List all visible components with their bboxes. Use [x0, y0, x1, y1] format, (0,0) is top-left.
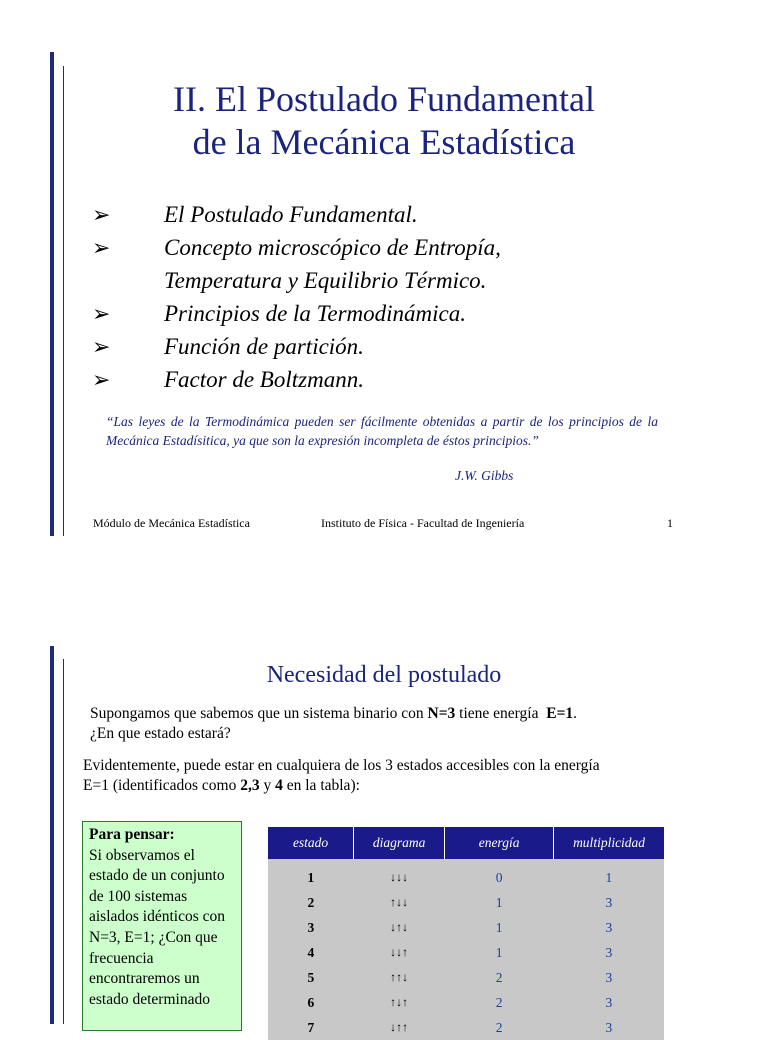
cell-estado: 7 — [268, 1015, 354, 1040]
paragraph-question-line2: ¿En que estado estará? — [90, 725, 231, 742]
cell-energia: 0 — [445, 859, 554, 890]
bullet-item — [92, 297, 692, 330]
bullet-text: Principios de la Termodinámica. — [164, 301, 466, 326]
table-row — [268, 965, 664, 990]
slide1-title-line1: II. El Postulado Fundamental — [173, 79, 595, 119]
header-estado: estado — [268, 827, 354, 859]
states-table — [268, 827, 664, 1040]
bullet-item — [92, 198, 692, 231]
bullet-text: Concepto microscópico de Entropía, — [164, 235, 501, 260]
cell-energia: 1 — [445, 940, 554, 965]
bullet-text: El Postulado Fundamental. — [164, 202, 418, 227]
table-row — [268, 915, 664, 940]
bullet-item — [92, 231, 692, 264]
footer-module: Módulo de Mecánica Estadística — [93, 516, 250, 530]
cell-diagrama: ↑↓↓ — [354, 890, 445, 915]
cell-energia: 1 — [445, 890, 554, 915]
cell-multiplicidad: 3 — [554, 915, 664, 940]
table-row — [268, 940, 664, 965]
slide2-sidebar-thick — [50, 646, 54, 1024]
paragraph-question-line1: Supongamos que sabemos que un sistema binario con N=3 tiene energía E=1. — [90, 705, 578, 722]
cell-energia: 1 — [445, 915, 554, 940]
cell-estado: 6 — [268, 990, 354, 1015]
cell-diagrama: ↓↓↑ — [354, 940, 445, 965]
bullet-item — [92, 363, 692, 396]
arrow-bullet-icon: ➢ — [92, 235, 111, 260]
think-box — [82, 821, 242, 1031]
slide1-title — [0, 78, 768, 164]
header-multiplicidad: multiplicidad — [554, 827, 664, 859]
header-energia: energía — [445, 827, 554, 859]
cell-multiplicidad: 3 — [554, 890, 664, 915]
paragraph-question — [90, 704, 670, 744]
table-row — [268, 1015, 664, 1040]
slide1-bullet-list — [92, 198, 692, 396]
quote-author: J.W. Gibbs — [455, 468, 514, 483]
think-box-title: Para pensar: — [89, 826, 175, 843]
cell-diagrama: ↑↑↓ — [354, 965, 445, 990]
cell-estado: 1 — [268, 859, 354, 890]
bullet-item — [92, 330, 692, 363]
footer-page-number: 1 — [667, 516, 673, 530]
cell-multiplicidad: 3 — [554, 990, 664, 1015]
cell-energia: 2 — [445, 990, 554, 1015]
arrow-bullet-icon: ➢ — [92, 367, 111, 392]
bullet-text: Factor de Boltzmann. — [164, 367, 364, 392]
slide2-sidebar-thin — [63, 659, 64, 1024]
cell-estado: 4 — [268, 940, 354, 965]
think-box-body: Si observamos el estado de un conjunto de 100 sistemas aislados idénticos con N=3, E=1; ¿Con que frecuencia encontraremos un estado determinado — [89, 846, 226, 1008]
cell-energia: 2 — [445, 965, 554, 990]
cell-energia: 2 — [445, 1015, 554, 1040]
cell-estado: 3 — [268, 915, 354, 940]
arrow-bullet-icon: ➢ — [92, 334, 111, 359]
paragraph-answer: Evidentemente, puede estar en cualquiera de los 3 estados accesibles con la energía E=1 (identificados como 2,3 y 4 en la tabla): — [83, 757, 600, 794]
cell-estado: 2 — [268, 890, 354, 915]
cell-multiplicidad: 3 — [554, 1015, 664, 1040]
cell-multiplicidad: 3 — [554, 940, 664, 965]
arrow-bullet-icon: ➢ — [92, 301, 111, 326]
gibbs-quote: “Las leyes de la Termodinámica pueden ser fácilmente obtenidas a partir de los principios de la Mecánica Estadísitica, ya que son la expresión incompleta de éstos principios.” — [106, 414, 658, 448]
cell-diagrama: ↑↓↑ — [354, 990, 445, 1015]
slide1-title-line2: de la Mecánica Estadística — [192, 122, 576, 162]
cell-multiplicidad: 1 — [554, 859, 664, 890]
slide2-title: Necesidad del postulado — [266, 662, 502, 688]
bullet-item-continuation — [92, 264, 692, 297]
cell-multiplicidad: 3 — [554, 965, 664, 990]
cell-diagrama: ↓↑↓ — [354, 915, 445, 940]
table-row — [268, 890, 664, 915]
cell-diagrama: ↓↑↑ — [354, 1015, 445, 1040]
bullet-text: Función de partición. — [164, 334, 364, 359]
table-row — [268, 859, 664, 890]
table-header-row — [268, 827, 664, 859]
cell-diagrama: ↓↓↓ — [354, 859, 445, 890]
header-diagrama: diagrama — [354, 827, 445, 859]
cell-estado: 5 — [268, 965, 354, 990]
arrow-bullet-icon: ➢ — [92, 202, 111, 227]
footer-institute: Instituto de Física - Facultad de Ingeniería — [321, 516, 525, 530]
bullet-text: Temperatura y Equilibrio Térmico. — [164, 268, 487, 293]
table-row — [268, 990, 664, 1015]
